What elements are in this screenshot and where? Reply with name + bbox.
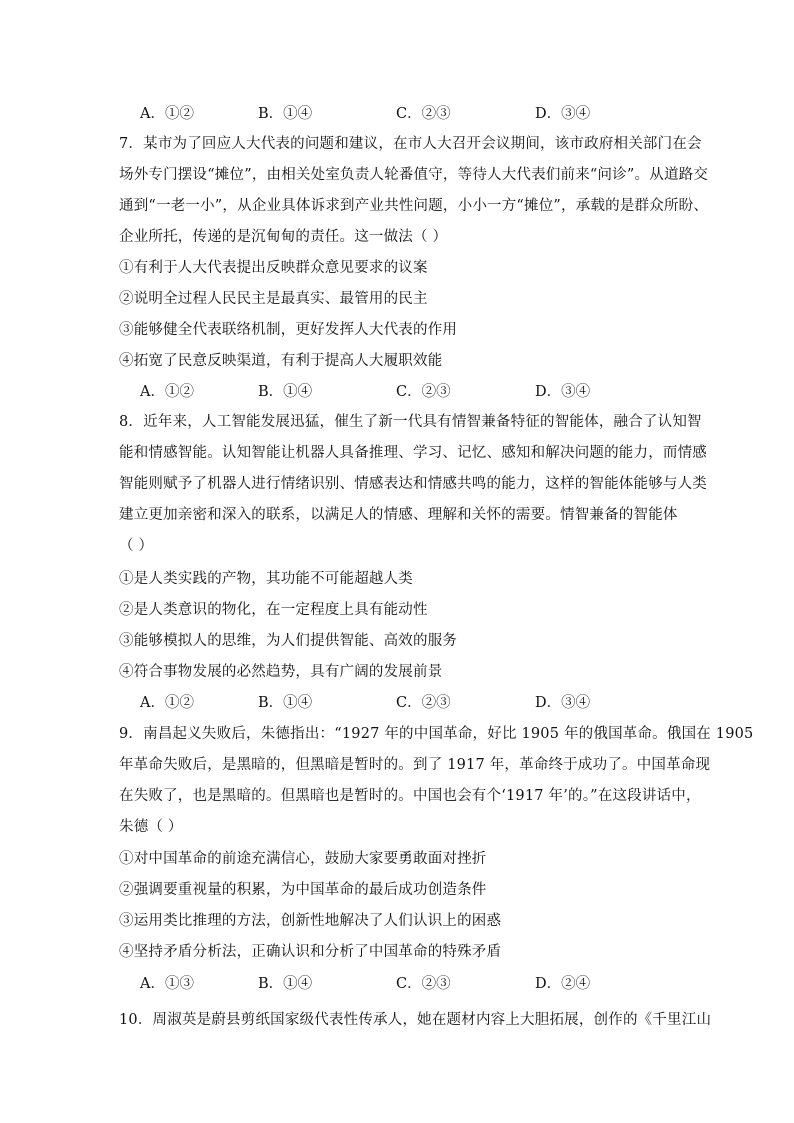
q10-stem-line: 10．周淑英是蔚县剪纸国家级代表性传承人，她在题材内容上大胆拓展，创作的《千里江山 [119,1012,712,1028]
q7-option-a: A．①② [140,384,194,400]
q8-item-2: ②是人类意识的物化，在一定程度上具有能动性 [119,602,428,618]
q8-option-a: A．①② [140,695,194,711]
q7-option-d: D．③④ [535,384,591,400]
q8-item-3: ③能够模拟人的思维，为人们提供智能、高效的服务 [119,633,458,649]
q9-option-c: C．②③ [396,976,451,992]
q6-option-b: B．①④ [258,106,313,122]
q8-stem-line: （ ） [119,538,154,554]
q9-item-4: ④坚持矛盾分析法，正确认识和分析了中国革命的特殊矛盾 [119,944,502,960]
q6-options [140,104,660,124]
q7-option-b: B．①④ [258,384,313,400]
q8-option-c: C．②③ [396,695,451,711]
q7-stem-line: 场外专门摆设“摊位”，由相关处室负责人轮番值守，等待人大代表们前来“问诊”。从道路交 [119,167,709,183]
q9-option-d: D．②④ [535,976,591,992]
q7-stem-line: 企业所托，传递的是沉甸甸的责任。这一做法（ ） [119,229,448,245]
q8-option-b: B．①④ [258,695,313,711]
q7-item-3: ③能够健全代表联络机制，更好发挥人大代表的作用 [119,322,458,338]
q7-options [140,382,660,402]
q9-item-3: ③运用类比推理的方法，创新性地解决了人们认识上的困惑 [119,913,502,929]
q7-stem-line: 通到“一老一小”，从企业具体诉求到产业共性问题，小小一方“摊位”，承载的是群众所盼、 [119,198,709,214]
q8-option-d: D．③④ [535,695,591,711]
q6-option-a: A．①② [140,106,194,122]
q9-item-2: ②强调要重视量的积累，为中国革命的最后成功创造条件 [119,882,487,898]
q9-stem-line: 在失败了，也是黑暗的。但黑暗也是暂时的。中国也会有个‘1917 年’的。”在这段讲话中， [119,788,701,804]
q8-stem-line: 建立更加亲密和深入的联系，以满足人的情感、理解和关怀的需要。情智兼备的智能体 [119,507,678,523]
q6-option-c: C．②③ [396,106,451,122]
q9-options [140,974,660,994]
q8-stem-line: 能和情感智能。认知智能让机器人具备推理、学习、记忆、感知和解决问题的能力，而情感 [119,445,707,461]
q7-option-c: C．②③ [396,384,451,400]
q9-option-b: B．①④ [258,976,313,992]
q8-item-4: ④符合事物发展的必然趋势，具有广阔的发展前景 [119,664,443,680]
q7-item-4: ④拓宽了民意反映渠道，有利于提高人大履职效能 [119,353,443,369]
q7-item-1: ①有利于人大代表提出反映群众意见要求的议案 [119,260,428,276]
q8-stem-line: 智能则赋予了机器人进行情绪识别、情感表达和情感共鸣的能力，这样的智能体能够与人类 [119,476,707,492]
q6-option-d: D．③④ [535,106,591,122]
q9-stem-line: 年革命失败后，是黑暗的，但黑暗是暂时的。到了 1917 年，革命终于成功了。中国革命现 [119,757,711,773]
q9-item-1: ①对中国革命的前途充满信心，鼓励大家要勇敢面对挫折 [119,851,487,867]
q9-stem-line: 9．南昌起义失败后，朱德指出：“1927 年的中国革命，好比 1905 年的俄国革命。俄国在 1905 [119,726,754,742]
q9-option-a: A．①③ [140,976,194,992]
q7-item-2: ②说明全过程人民民主是最真实、最管用的民主 [119,291,428,307]
q8-stem-line: 8．近年来，人工智能发展迅猛，催生了新一代具有情智兼备特征的智能体，融合了认知智 [119,414,702,430]
q8-item-1: ①是人类实践的产物，其功能不可能超越人类 [119,571,413,587]
q9-stem-line: 朱德（ ） [119,819,183,835]
q7-stem-line: 7．某市为了回应人大代表的问题和建议，在市人大召开会议期间，该市政府相关部门在会 [119,136,702,152]
q8-options [140,693,660,713]
